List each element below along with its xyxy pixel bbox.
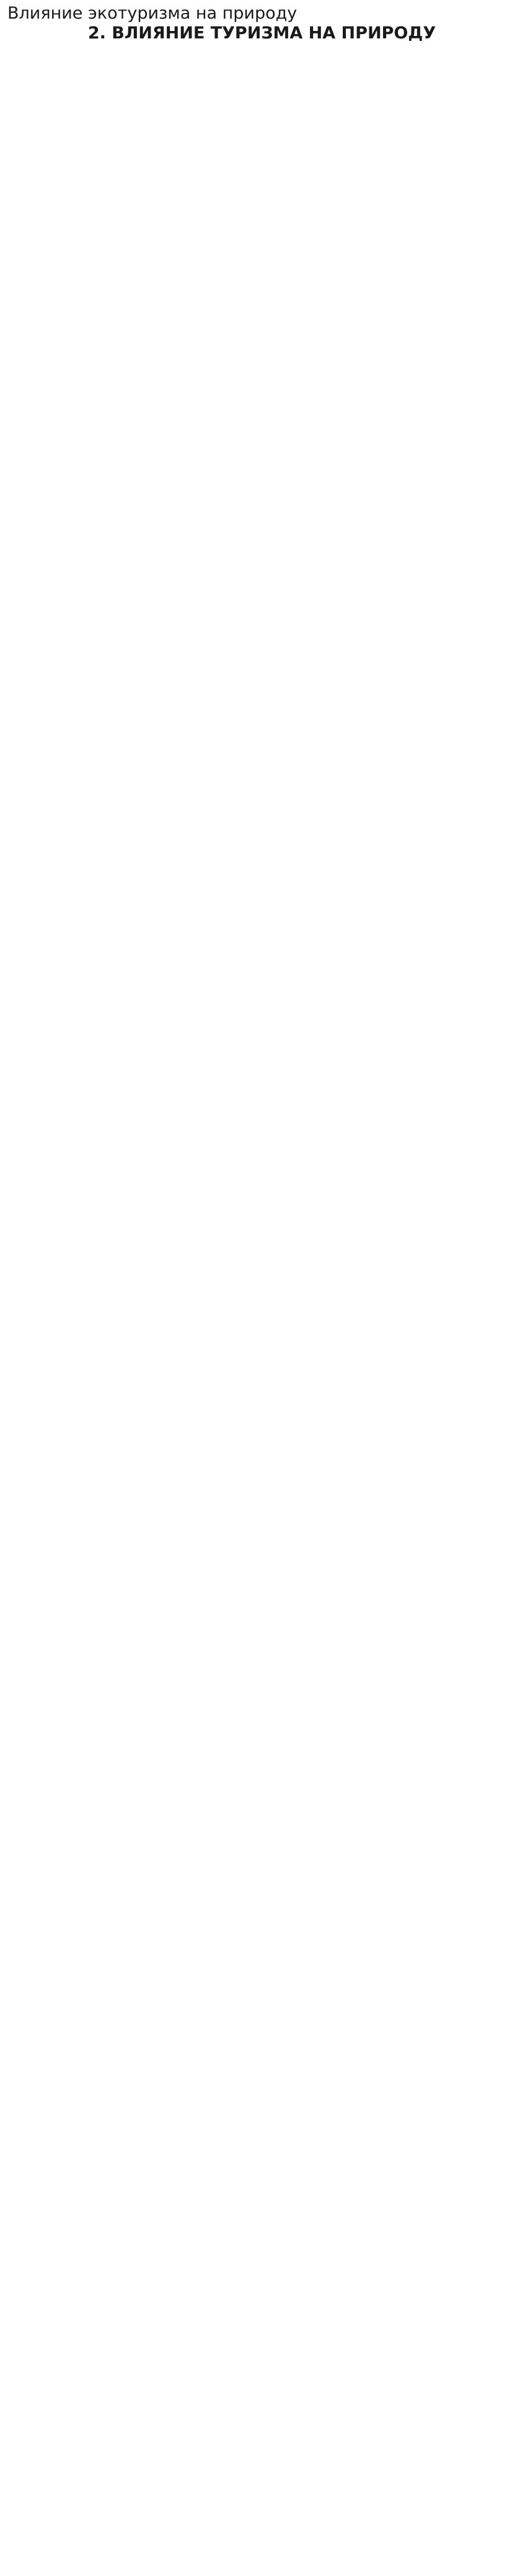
page-title: Влияние экотуризма на природу	[7, 4, 298, 23]
section-heading: 2. ВЛИЯНИЕ ТУРИЗМА НА ПРИРОДУ	[87, 24, 436, 43]
